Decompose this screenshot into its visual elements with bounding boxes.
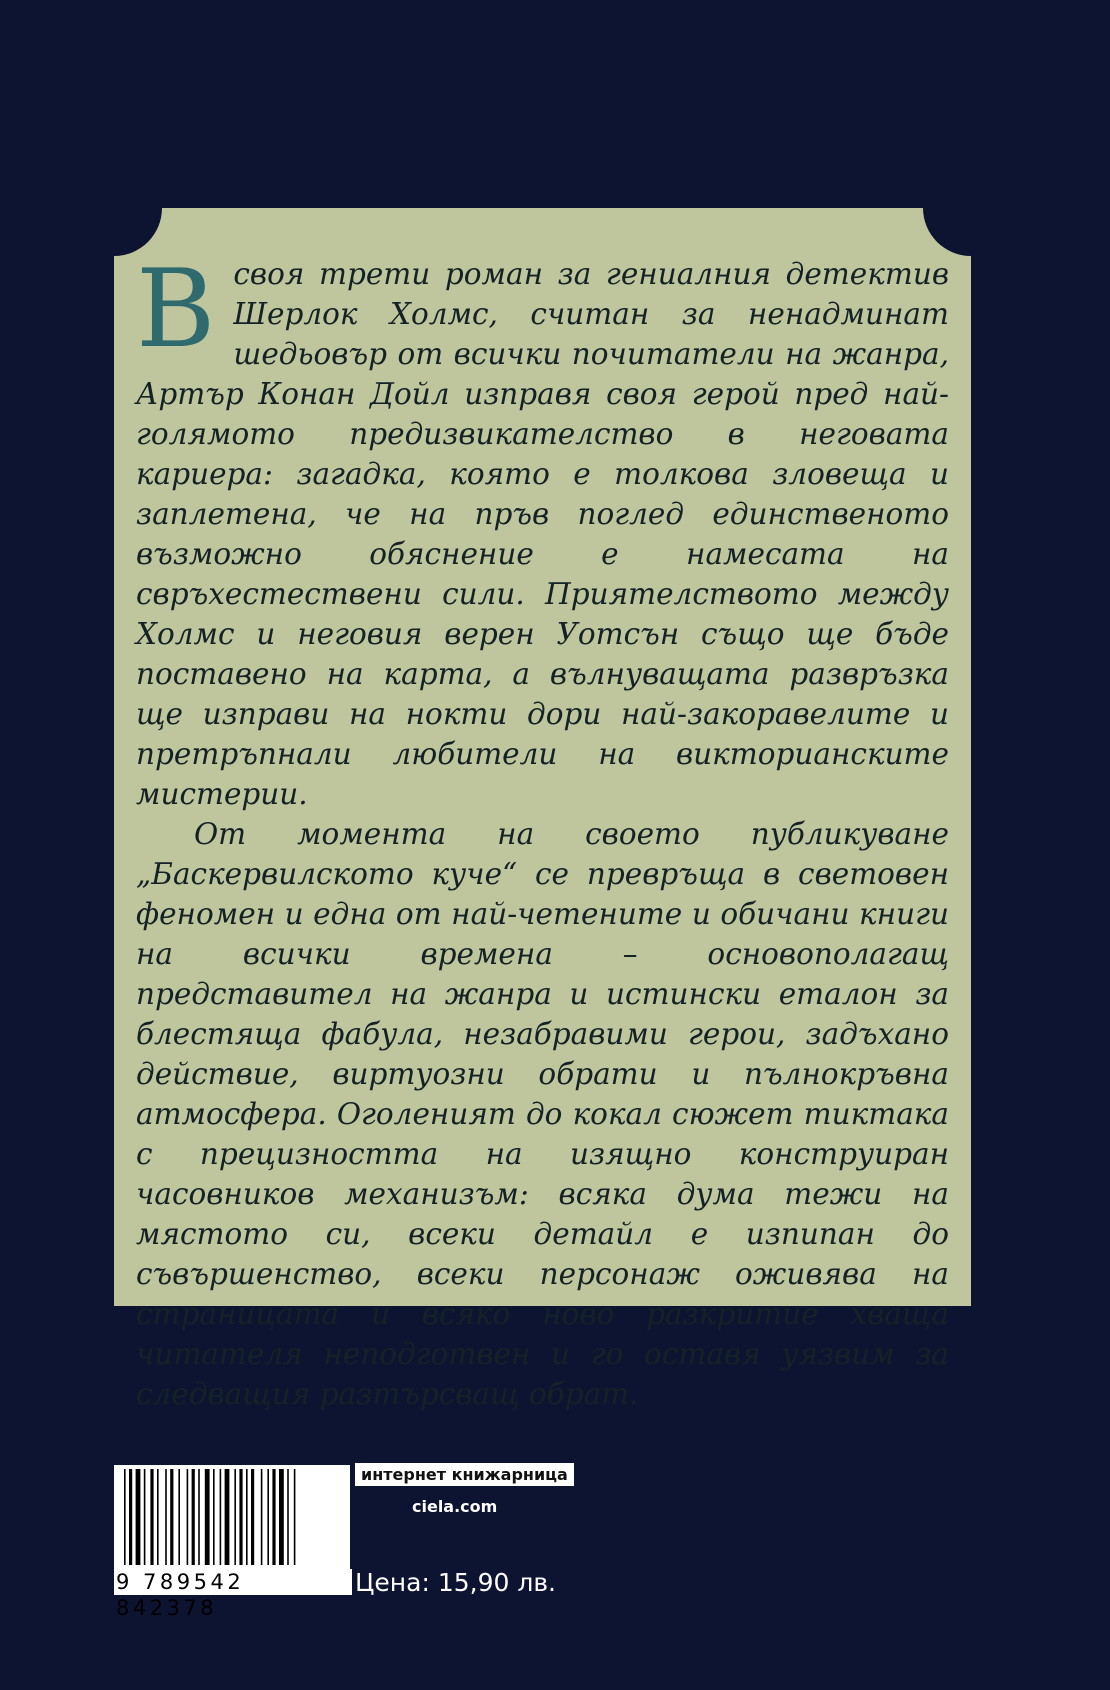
blurb-paragraph-2: От момента на своето публикуване „Баскервилското куче“ се превръща в световен феномен и една от най-четените и обичани книги на всички времена – основополагащ представител на жанра и истински еталон за блестяща фабула, незабравими герои, задъхано действие, виртуозни обрати и пълнокръвна атмосфера. Оголеният до кокал сюжет тиктака с прецизността на изящно конструиран часовников механизъм: всяка дума тежи на мястото си, всеки детайл е изпипан до съвършенство, всеки персонаж оживява на страницата и всяко ново разкритие хваща читателя неподготвен и го оставя уязвим за следващия разтърсващ обрат. [136, 817, 949, 1411]
barcode-digits: 9 789542 842378 [114, 1569, 352, 1595]
barcode-icon [114, 1465, 350, 1569]
store-url: ciela.com [412, 1497, 498, 1516]
blurb-text [136, 247, 949, 1414]
barcode [114, 1465, 350, 1620]
blurb-panel [114, 208, 971, 1411]
price: Цена: 15,90 лв. [355, 1568, 557, 1597]
store-label: интернет книжарница [355, 1463, 574, 1486]
blurb-paragraph-1: своя трети роман за гениалния детектив Шерлок Холмс, считан за ненадминат шедьовър от всички почитатели на жанра, Артър Конан Дойл изправя своя герой пред най-голямото предизвикателство в неговата кариера: загадка, която е толкова зловеща и заплетена, че на пръв поглед единственото възможно обяснение е намесата на свръхестествени сили. Приятелството между Холмс и неговия верен Уотсън също ще бъде поставено на карта, а вълнуващата развръзка ще изправи на нокти дори най-закоравелите и претръпнали любители на викторианските мистерии. [136, 257, 949, 811]
drop-cap: В [136, 247, 216, 372]
